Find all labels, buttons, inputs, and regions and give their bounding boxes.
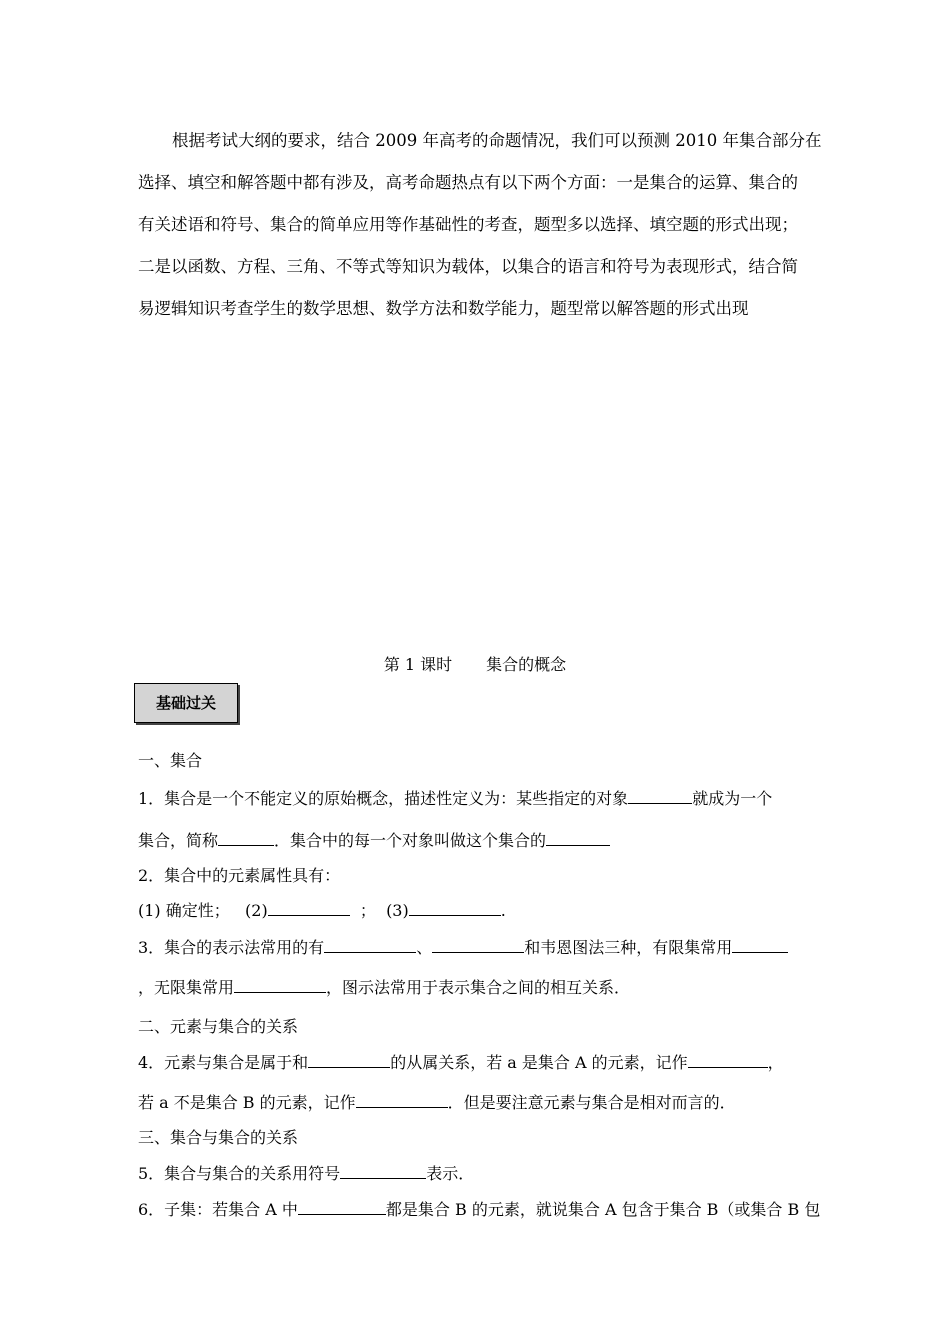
lesson-title	[0, 652, 950, 675]
item-5: 5．集合与集合的关系用符号 表示．	[138, 1164, 475, 1183]
section-heading: 二、元素与集合的关系	[138, 1017, 299, 1036]
lesson-topic: 集合的概念	[486, 655, 567, 674]
item-4-line-1: 4．元素与集合是属于和 的从属关系，若 a 是集合 A 的元素，记作 ，	[138, 1053, 784, 1072]
intro-line: 有关述语和符号、集合的简单应用等作基础性的考查，题型多以选择、填空题的形式出现；	[138, 215, 798, 234]
fill-blank[interactable]	[324, 937, 416, 953]
intro-line: 根据考试大纲的要求，结合 2009 年高考的命题情况，我们可以预测 2010 年集合部分在	[172, 131, 822, 150]
intro-line: 二是以函数、方程、三角、不等式等知识为载体，以集合的语言和符号为表现形式，结合简	[138, 257, 798, 276]
item-1-line-2: 集合，简称 ．集合中的每一个对象叫做这个集合的	[138, 828, 610, 851]
lesson-number: 第 1 课时	[383, 655, 453, 674]
fill-blank[interactable]	[234, 977, 326, 993]
fill-blank[interactable]	[432, 937, 524, 953]
item-2-properties: (1) 确定性； (2) ； (3) .	[138, 901, 506, 920]
fill-blank[interactable]	[732, 937, 788, 953]
item-3-line-1: 3．集合的表示法常用的有 、 和韦恩图法三种，有限集常用	[138, 935, 788, 958]
fill-blank[interactable]	[340, 1163, 426, 1179]
item-4-line-2: 若 a 不是集合 B 的元素，记作 ．但是要注意元素与集合是相对而言的．	[138, 1093, 736, 1112]
fill-blank[interactable]	[628, 788, 692, 804]
item-3-line-2: ，无限集常用 ，图示法常用于表示集合之间的相互关系．	[138, 978, 631, 997]
intro-line: 易逻辑知识考查学生的数学思想、数学方法和数学能力，题型常以解答题的形式出现	[138, 299, 749, 318]
item-2: 2．集合中的元素属性具有：	[138, 866, 341, 885]
section-badge: 基础过关	[134, 683, 238, 723]
intro-line: 选择、填空和解答题中都有涉及，高考命题热点有以下两个方面：一是集合的运算、集合的	[138, 173, 798, 192]
fill-blank[interactable]	[308, 1052, 390, 1068]
fill-blank[interactable]	[546, 830, 610, 846]
item-1-line-1: 1．集合是一个不能定义的原始概念，描述性定义为：某些指定的对象 就成为一个	[138, 789, 773, 808]
fill-blank[interactable]	[298, 1199, 386, 1215]
item-6: 6．子集：若集合 A 中 都是集合 B 的元素，就说集合 A 包含于集合 B（或集合 B 包	[138, 1200, 821, 1219]
section-heading: 一、集合	[138, 751, 203, 770]
fill-blank[interactable]	[268, 900, 350, 916]
fill-blank[interactable]	[218, 830, 274, 846]
fill-blank[interactable]	[688, 1052, 768, 1068]
fill-blank[interactable]	[409, 900, 501, 916]
section-heading: 三、集合与集合的关系	[138, 1128, 299, 1147]
fill-blank[interactable]	[356, 1092, 448, 1108]
